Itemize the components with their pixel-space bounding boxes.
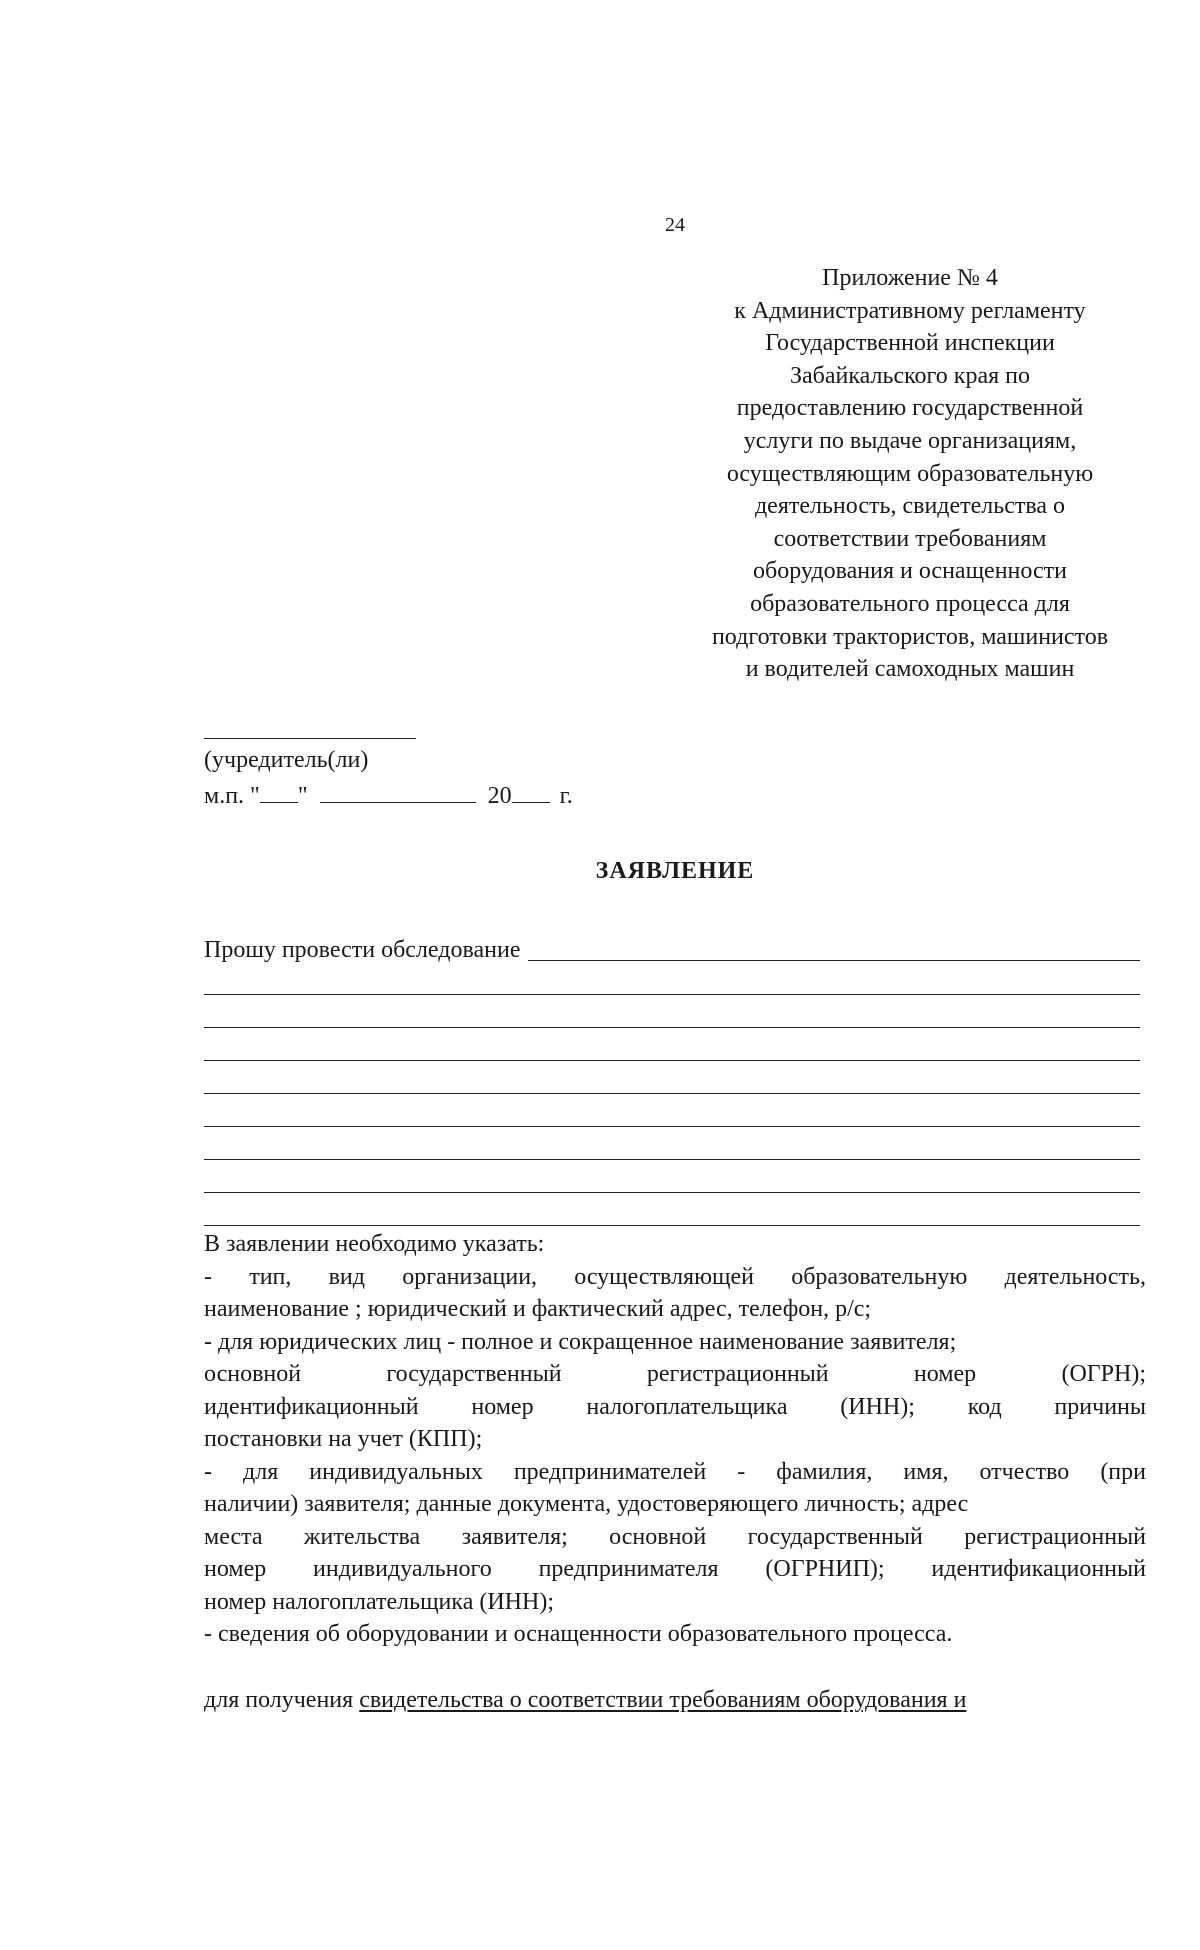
appendix-line: соответствии требованиям	[773, 525, 1047, 552]
request-label: Прошу провести обследование	[204, 937, 521, 963]
instruction-line: основной государственный регистрационный номер (ОГРН);	[204, 1361, 1146, 1387]
blank-line[interactable]	[204, 1126, 1140, 1127]
appendix-line: деятельность, свидетельства о	[754, 493, 1066, 520]
month-blank[interactable]	[320, 780, 476, 803]
appendix-line: образовательного процесса для	[750, 590, 1070, 617]
purpose-prefix: для получения	[204, 1687, 354, 1713]
blank-line[interactable]	[204, 1192, 1140, 1193]
instruction-line: номер налогоплательщика (ИНН);	[204, 1588, 554, 1615]
instruction-line: идентификационный номер налогоплательщика (ИНН); код причины	[204, 1393, 1146, 1420]
appendix-line: к Административному регламенту	[734, 297, 1086, 324]
blank-line[interactable]	[204, 1225, 1140, 1226]
appendix-line: оборудования и оснащенности	[753, 558, 1067, 585]
appendix-line: Государственной инспекции	[765, 330, 1055, 357]
appendix-line: услуги по выдаче организациям,	[743, 427, 1077, 454]
instruction-line: наличии) заявителя; данные документа, удостоверяющего личность; адрес	[204, 1491, 969, 1517]
instruction-line: - для юридических лиц - полное и сокращенное наименование заявителя;	[204, 1328, 957, 1355]
instruction-line: - для индивидуальных предпринимателей - фамилия, имя, отчество (при	[204, 1458, 1146, 1485]
purpose-line	[204, 1684, 966, 1716]
instruction-line: места жительства заявителя; основной государственный регистрационный	[204, 1523, 1146, 1550]
appendix-line: Приложение № 4	[822, 265, 998, 291]
day-blank[interactable]	[260, 780, 298, 803]
instruction-line: - тип, вид организации, осуществляющей образовательную деятельность,	[204, 1263, 1146, 1290]
instruction-line: - сведения об оборудовании и оснащенности образовательного процесса.	[204, 1621, 953, 1647]
year-suffix: г.	[559, 783, 573, 809]
instruction-line: наименование ; юридический и фактический адрес, телефон, р/с;	[204, 1296, 872, 1322]
blank-line[interactable]	[204, 1060, 1140, 1061]
appendix-line: Забайкальского края по	[790, 362, 1030, 389]
mp-quote-close: "	[297, 783, 308, 809]
mp-prefix: м.п. "	[204, 783, 260, 809]
document-title: ЗАЯВЛЕНИЕ	[595, 858, 755, 884]
founder-label: (учредитель(ли)	[204, 747, 369, 773]
request-line	[204, 934, 1140, 966]
blank-line[interactable]	[204, 1027, 1140, 1028]
year-blank[interactable]	[512, 780, 550, 803]
appendix-line: и водителей самоходных машин	[745, 656, 1075, 683]
appendix-line: подготовки трактористов, машинистов	[711, 623, 1109, 650]
purpose-underlined: свидетельства о соответствии требованиям оборудования и	[359, 1687, 967, 1713]
blank-line[interactable]	[204, 1093, 1140, 1094]
appendix-line: предоставлению государственной	[736, 395, 1084, 422]
instruction-line: постановки на учет (КПП);	[204, 1426, 483, 1452]
appendix-line: осуществляющим образовательную	[726, 460, 1094, 487]
page-number: 24	[665, 214, 685, 236]
stamp-date-line	[204, 780, 573, 812]
blank-line[interactable]	[204, 1159, 1140, 1160]
instructions-heading: В заявлении необходимо указать:	[204, 1231, 545, 1257]
instruction-line: номер индивидуального предпринимателя (ОГРНИП); идентификационный	[204, 1556, 1146, 1582]
year-prefix: 20	[487, 783, 512, 809]
appendix-header	[660, 262, 1160, 686]
request-input-line[interactable]	[528, 934, 1140, 961]
instructions-block	[204, 1228, 1146, 1651]
blank-line[interactable]	[204, 994, 1140, 995]
founder-signature-line[interactable]	[204, 738, 416, 739]
